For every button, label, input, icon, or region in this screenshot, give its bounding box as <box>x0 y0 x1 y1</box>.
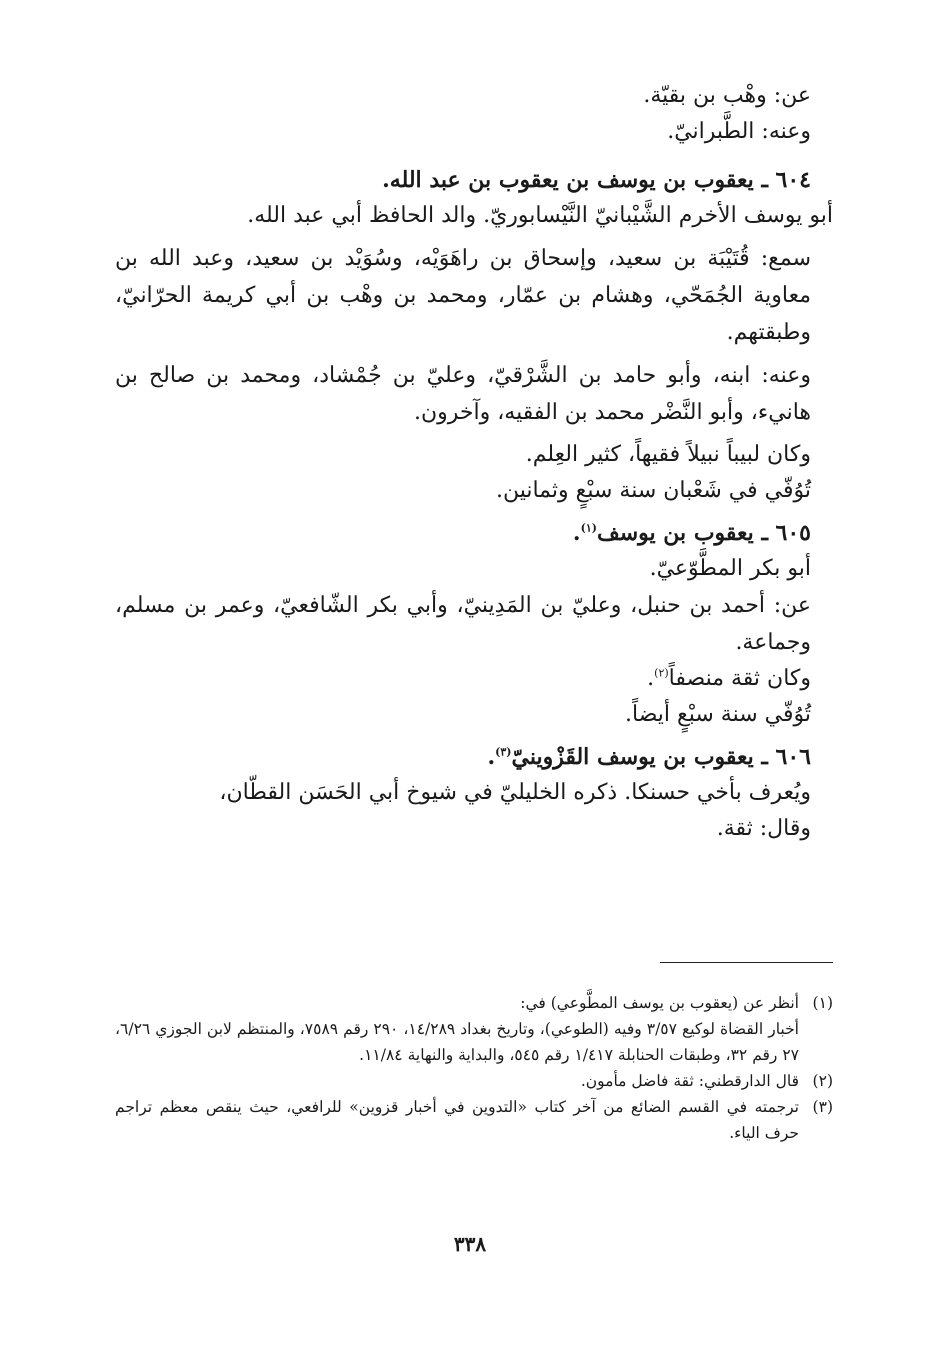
entry-603-narrator: وعنه: الطَّبرانيّ. <box>667 119 811 144</box>
entry-605-character <box>115 661 833 697</box>
footnote-ref-1: (١) <box>580 521 597 535</box>
footnote-text: قال الدارقطني: ثقة فاضل مأمون. <box>580 1072 799 1090</box>
footnote-text: ترجمته في القسم الضائع من آخر كتاب «التدوين في أخبار قزوين» للرافعي، حيث ينقص معظم تراجم حرف الياء. <box>115 1098 799 1142</box>
entry-605-heading <box>115 515 833 551</box>
entry-605-character-end: . <box>647 666 655 691</box>
entry-606-heading <box>115 739 833 775</box>
footnote-ref-2: (٢) <box>654 666 669 680</box>
footnote-line: أخبار القضاة لوكيع ٣/٥٧ وفيه (الطوعي)، وتاريخ بغداد ١٤/٢٨٩، ٢٩٠ رقم ٧٥٨٩، والمنتظم لابن الجوزي ٦/٢٦، ٢٧ رقم ٣٢، وطبقات الحنابلة ١/٤١٧ رقم ٥٤٥، والبداية والنهاية ١١/٨٤. <box>115 1020 799 1064</box>
entry-606-known-as: ويُعرف بأخي حسنكا. ذكره الخليليّ في شيوخ أبي الحَسَن القطّان، <box>219 780 811 805</box>
page-body <box>115 78 833 847</box>
footnotes <box>115 990 833 1146</box>
entry-605-death: تُوُفّي سنة سبْعٍ أيضاً. <box>625 702 811 727</box>
footnote-line: أنظر عن (يعقوب بن يوسف المطَّوعي) في: <box>520 994 799 1012</box>
entry-605-title-end: . <box>572 520 581 546</box>
entry-606-title-end: . <box>487 744 496 770</box>
entry-604-narrators: وعنه: ابنه، وأبو حامد بن الشَّرْقيّ، وعليّ بن جُمْشاد، ومحمد بن صالح بن هانيء، وأبو النَّضْر محمد بن الفقيه، وآخرون. <box>115 363 811 425</box>
page-number: ٣٣٨ <box>453 1232 487 1256</box>
footnote-3 <box>115 1094 833 1146</box>
entry-605-title: ٦٠٥ ـ يعقوب بن يوسف <box>596 520 811 546</box>
footnote-ref-3: (٣) <box>495 745 512 759</box>
footnote-2 <box>115 1068 833 1094</box>
entry-605-description: أبو بكر المطَّوّعيّ. <box>649 556 811 581</box>
footnote-number: (٣) <box>812 1098 833 1116</box>
footnote-number: (١) <box>812 994 833 1012</box>
entry-606-title: ٦٠٦ ـ يعقوب بن يوسف القَزْوينيّ <box>511 744 811 770</box>
entry-604-heading: ٦٠٤ ـ يعقوب بن يوسف بن يعقوب بن عبد الله. <box>382 167 811 193</box>
entry-605-from: عن: أحمد بن حنبل، وعليّ بن المَدِينيّ، وأبي بكر الشّافعيّ، وعمر بن مسلم، وجماعة. <box>115 593 811 655</box>
entry-606-said: وقال: ثقة. <box>716 816 811 841</box>
footnote-divider <box>660 962 833 963</box>
footnote-text <box>115 990 799 1068</box>
entry-604-character: وكان لبيباً نبيلاً فقيهاً، كثير العِلم. <box>525 442 811 467</box>
entry-604-heard-from: سمع: قُتَيْبَة بن سعيد، وإسحاق بن راهَوَيْه، وسُوَيْد بن سعيد، وعبد الله بن معاوية الجُمَحّي، وهشام بن عمّار، ومحمد بن وهْب بن أبي كريمة الحرّانيّ، وطبقتهم. <box>115 246 811 345</box>
entry-604-description: أبو يوسف الأخرم الشَّيْبانيّ النَّيْسابوريّ. والد الحافظ أبي عبد الله. <box>247 203 833 228</box>
entry-603-from: عن: وهْب بن بقيّة. <box>643 83 811 108</box>
footnote-number: (٢) <box>812 1072 833 1090</box>
entry-604-death: تُوُفّي في شَعْبان سنة سبْعٍ وثمانين. <box>495 478 811 503</box>
entry-605-character-text: وكان ثقة منصفاً <box>668 666 811 691</box>
footnote-1 <box>115 990 833 1068</box>
